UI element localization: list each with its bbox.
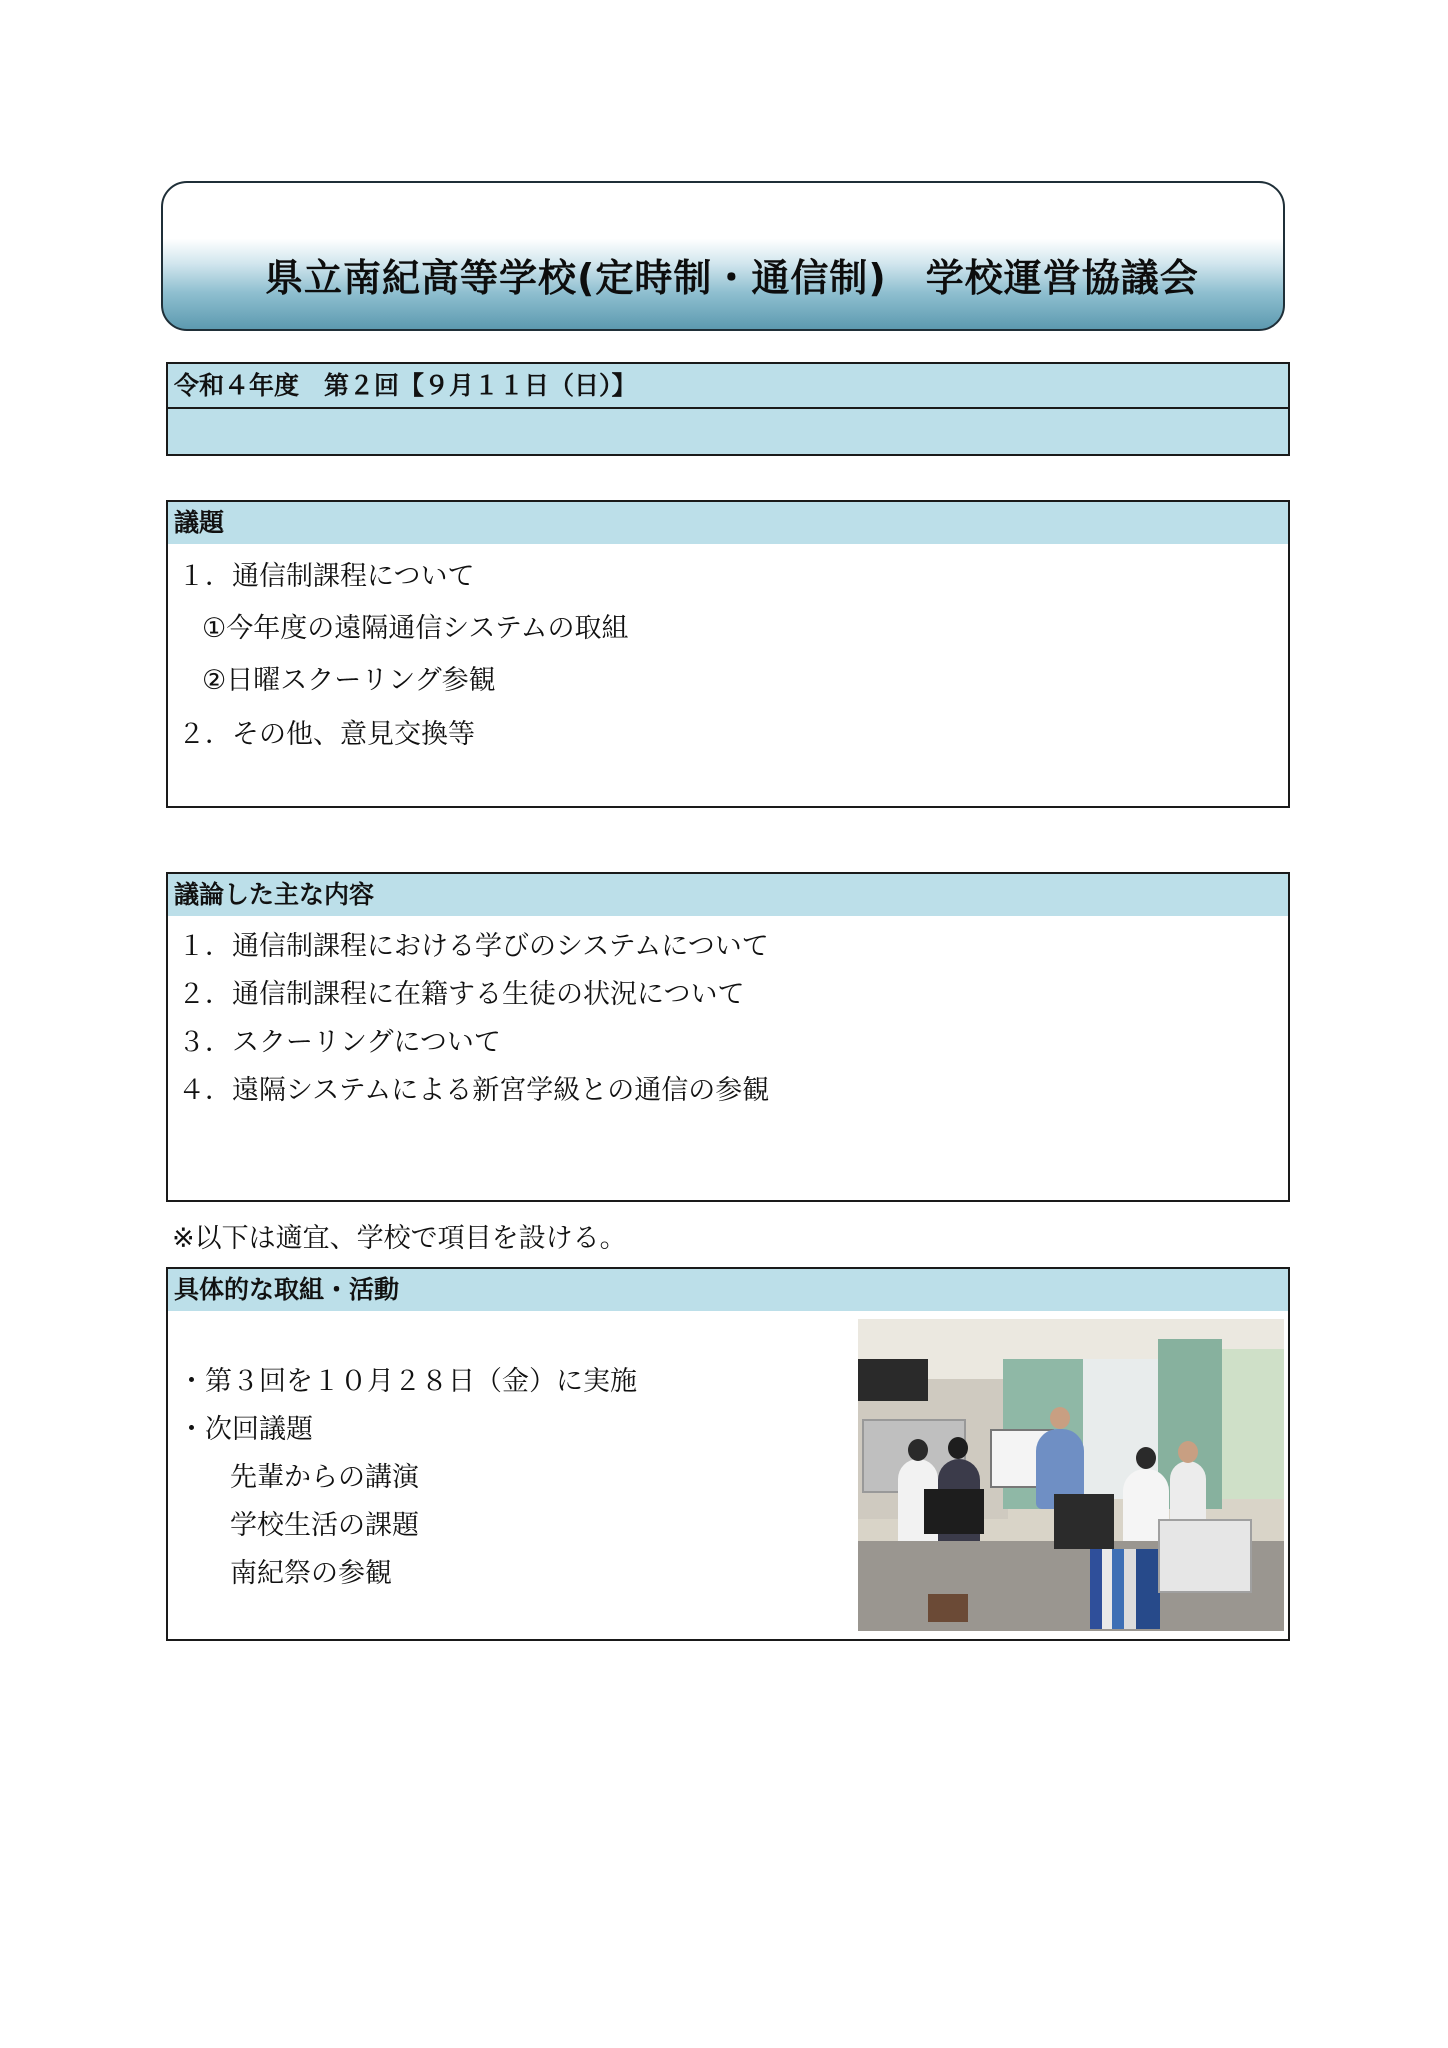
page-title: 県立南紀高等学校(定時制・通信制) 学校運営協議会 — [265, 256, 1199, 300]
discussion-box — [166, 872, 1290, 1202]
discussion-heading: 議論した主な内容 — [168, 874, 1288, 916]
activities-heading: 具体的な取組・活動 — [168, 1269, 1288, 1311]
session-box — [166, 362, 1290, 456]
activities-box — [166, 1267, 1290, 1641]
note-text: ※以下は適宜、学校で項目を設ける。 — [172, 1223, 627, 1254]
title-banner — [161, 181, 1285, 331]
discussion-item: １．通信制課程における学びのシステムについて — [178, 931, 769, 962]
meeting-photo — [858, 1319, 1284, 1631]
session-label: 令和４年度 第２回【９月１１日（日）】 — [168, 364, 1288, 409]
agenda-item: ②日曜スクーリング参観 — [202, 665, 496, 696]
agenda-heading: 議題 — [168, 502, 1288, 544]
activity-item: ・次回議題 — [178, 1414, 313, 1445]
agenda-box — [166, 500, 1290, 808]
discussion-item: ２．通信制課程に在籍する生徒の状況について — [178, 979, 745, 1010]
activity-item: ・第３回を１０月２８日（金）に実施 — [178, 1366, 637, 1397]
session-blank-row — [168, 409, 1288, 454]
agenda-item: １．通信制課程について — [178, 561, 475, 592]
activity-item: 南紀祭の参観 — [230, 1558, 392, 1589]
activity-item: 先輩からの講演 — [230, 1462, 419, 1493]
agenda-item: ２．その他、意見交換等 — [178, 719, 475, 750]
discussion-item: ３．スクーリングについて — [178, 1027, 501, 1058]
activity-item: 学校生活の課題 — [230, 1510, 419, 1541]
discussion-item: ４．遠隔システムによる新宮学級との通信の参観 — [178, 1075, 770, 1106]
agenda-item: ①今年度の遠隔通信システムの取組 — [202, 613, 629, 644]
